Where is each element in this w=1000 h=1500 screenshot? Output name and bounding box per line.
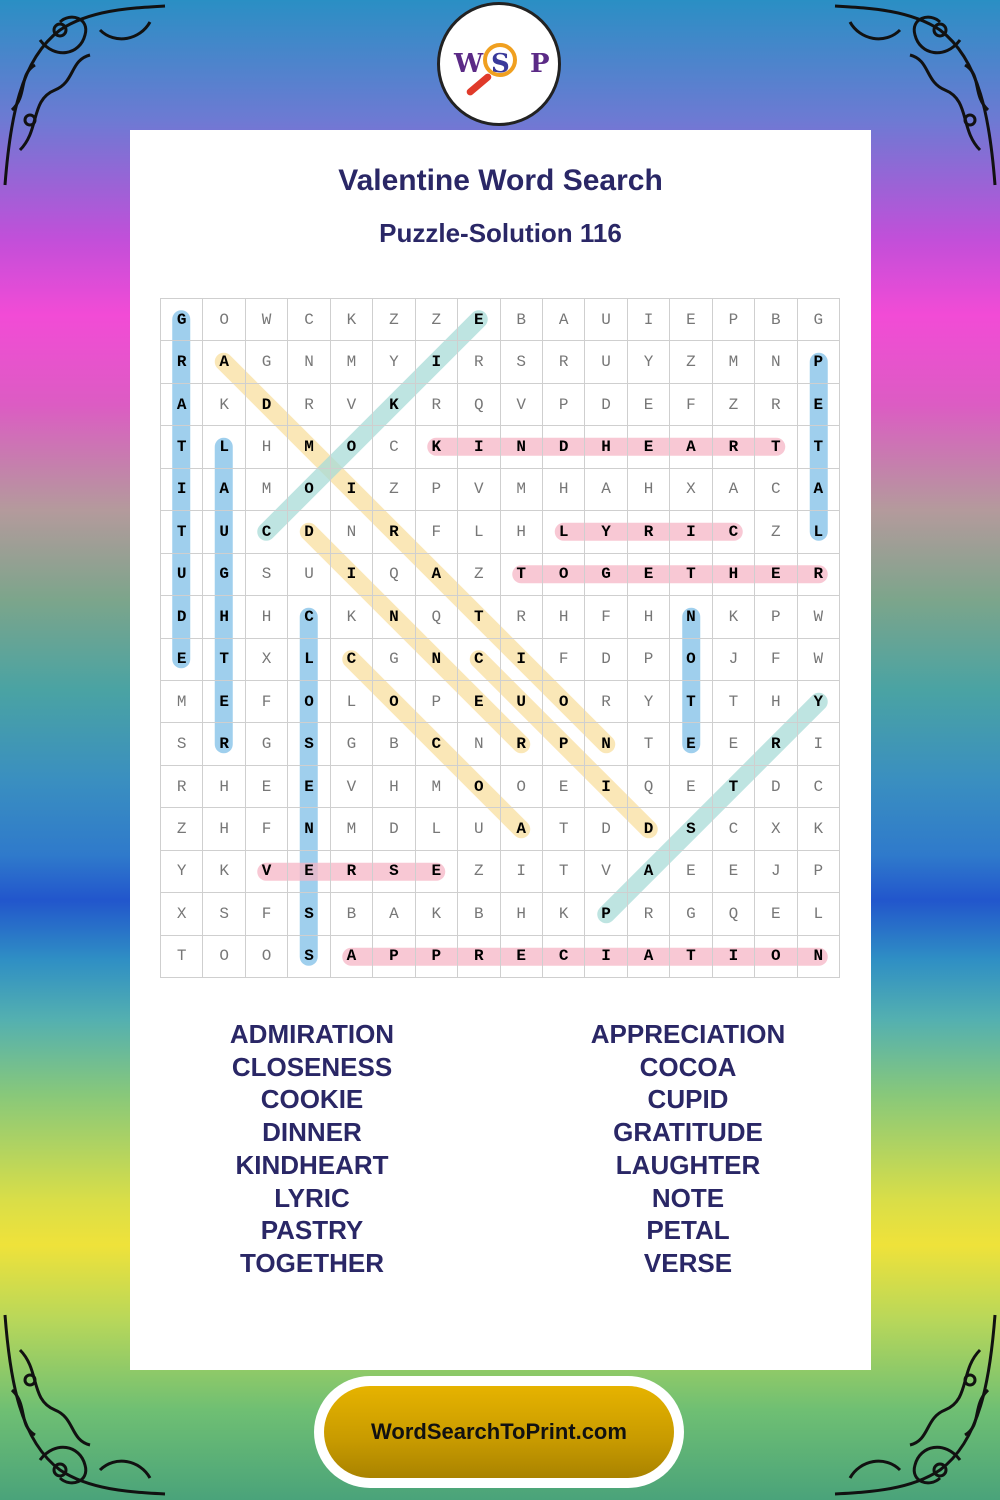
grid-cell[interactable]: R: [798, 554, 840, 596]
grid-cell[interactable]: I: [713, 936, 755, 978]
grid-cell[interactable]: O: [203, 299, 245, 341]
grid-cell[interactable]: E: [161, 639, 203, 681]
grid-cell[interactable]: E: [501, 936, 543, 978]
letter-grid: [160, 298, 840, 978]
page-subtitle: Puzzle-Solution 116: [379, 218, 622, 248]
page-title: Valentine Word Search: [338, 164, 663, 197]
grid-cell[interactable]: V: [246, 851, 288, 893]
grid-cell[interactable]: L: [543, 511, 585, 553]
grid-cell[interactable]: R: [458, 341, 500, 383]
grid-cell[interactable]: T: [501, 554, 543, 596]
logo-letter-p: P: [530, 49, 550, 79]
grid-cell[interactable]: R: [203, 723, 245, 765]
grid-cell[interactable]: S: [373, 851, 415, 893]
grid-cell[interactable]: D: [755, 766, 797, 808]
grid-cell[interactable]: Z: [713, 384, 755, 426]
grid-cell[interactable]: O: [331, 426, 373, 468]
grid-cell[interactable]: E: [798, 384, 840, 426]
grid-cell[interactable]: S: [288, 936, 330, 978]
grid-cell[interactable]: L: [798, 511, 840, 553]
grid-cell[interactable]: H: [755, 681, 797, 723]
grid-cell[interactable]: P: [416, 681, 458, 723]
grid-cell[interactable]: D: [373, 808, 415, 850]
grid-cell[interactable]: A: [628, 851, 670, 893]
grid-cell[interactable]: N: [288, 808, 330, 850]
grid-cell[interactable]: C: [713, 511, 755, 553]
grid-cell[interactable]: E: [670, 299, 712, 341]
grid-cell[interactable]: U: [161, 554, 203, 596]
grid-cell[interactable]: P: [585, 893, 627, 935]
grid-cell[interactable]: G: [331, 723, 373, 765]
word-list-item: DINNER: [262, 1117, 362, 1148]
grid-cell[interactable]: S: [501, 341, 543, 383]
grid-cell[interactable]: H: [543, 596, 585, 638]
grid-cell[interactable]: T: [458, 596, 500, 638]
grid-cell[interactable]: P: [543, 723, 585, 765]
grid-cell[interactable]: H: [203, 808, 245, 850]
grid-cell[interactable]: N: [288, 341, 330, 383]
word-list-item: VERSE: [643, 1247, 733, 1278]
word-list-item: CLOSENESS: [231, 1051, 393, 1082]
grid-cell[interactable]: C: [288, 299, 330, 341]
puzzle-card: [130, 130, 871, 1370]
grid-cell[interactable]: E: [755, 893, 797, 935]
grid-cell[interactable]: Y: [798, 681, 840, 723]
grid-cell[interactable]: G: [161, 299, 203, 341]
word-list-item: LAUGHTER: [615, 1149, 761, 1180]
grid-cell[interactable]: D: [585, 808, 627, 850]
grid-cell[interactable]: I: [585, 766, 627, 808]
grid-cell[interactable]: Z: [373, 299, 415, 341]
grid-cell[interactable]: D: [585, 639, 627, 681]
grid-cell[interactable]: X: [670, 469, 712, 511]
footer-badge: [314, 1376, 684, 1488]
grid-cell[interactable]: R: [713, 426, 755, 468]
grid-cell[interactable]: R: [628, 893, 670, 935]
grid-cell[interactable]: D: [288, 511, 330, 553]
grid-cell[interactable]: R: [458, 936, 500, 978]
grid-cell[interactable]: C: [331, 639, 373, 681]
grid-cell[interactable]: P: [755, 596, 797, 638]
grid-cell[interactable]: P: [416, 469, 458, 511]
grid-cell[interactable]: U: [203, 511, 245, 553]
grid-cell[interactable]: S: [246, 554, 288, 596]
grid-cell[interactable]: A: [713, 469, 755, 511]
grid-cell[interactable]: T: [670, 554, 712, 596]
grid-cell[interactable]: T: [628, 723, 670, 765]
grid-cell[interactable]: A: [373, 893, 415, 935]
word-list-item: KINDHEART: [235, 1149, 389, 1180]
grid-cell[interactable]: M: [713, 341, 755, 383]
grid-cell[interactable]: C: [543, 936, 585, 978]
grid-cell[interactable]: K: [416, 893, 458, 935]
grid-cell[interactable]: H: [585, 426, 627, 468]
grid-cell[interactable]: E: [288, 766, 330, 808]
grid-cell[interactable]: C: [373, 426, 415, 468]
grid-cell[interactable]: C: [288, 596, 330, 638]
grid-cell[interactable]: I: [628, 299, 670, 341]
grid-cell[interactable]: P: [713, 299, 755, 341]
grid-cell[interactable]: R: [331, 851, 373, 893]
grid-cell[interactable]: Y: [585, 511, 627, 553]
grid-cell[interactable]: X: [161, 893, 203, 935]
grid-cell[interactable]: I: [331, 554, 373, 596]
grid-cell[interactable]: E: [670, 766, 712, 808]
grid-cell[interactable]: D: [543, 426, 585, 468]
grid-cell[interactable]: B: [755, 299, 797, 341]
grid-cell[interactable]: L: [798, 893, 840, 935]
grid-cell[interactable]: C: [755, 469, 797, 511]
grid-cell[interactable]: B: [331, 893, 373, 935]
grid-cell[interactable]: A: [161, 384, 203, 426]
grid-cell[interactable]: Q: [713, 893, 755, 935]
grid-cell[interactable]: E: [670, 723, 712, 765]
grid-cell[interactable]: R: [755, 723, 797, 765]
grid-cell[interactable]: C: [458, 639, 500, 681]
grid-cell[interactable]: Z: [416, 299, 458, 341]
word-list-item: GRATITUDE: [613, 1117, 763, 1148]
grid-cell[interactable]: H: [543, 469, 585, 511]
grid-cell[interactable]: H: [203, 596, 245, 638]
grid-cell[interactable]: O: [543, 554, 585, 596]
grid-cell[interactable]: A: [203, 469, 245, 511]
grid-cell[interactable]: O: [288, 469, 330, 511]
grid-cell[interactable]: N: [501, 426, 543, 468]
grid-cell[interactable]: I: [798, 723, 840, 765]
grid-cell[interactable]: O: [288, 681, 330, 723]
grid-cell[interactable]: R: [501, 596, 543, 638]
grid-cell[interactable]: T: [798, 426, 840, 468]
grid-cell[interactable]: E: [416, 851, 458, 893]
grid-cell[interactable]: F: [585, 596, 627, 638]
grid-cell[interactable]: F: [543, 639, 585, 681]
grid-cell[interactable]: I: [331, 469, 373, 511]
grid-cell[interactable]: P: [543, 384, 585, 426]
grid-cell[interactable]: U: [501, 681, 543, 723]
grid-cell[interactable]: K: [798, 808, 840, 850]
grid-cell[interactable]: X: [755, 808, 797, 850]
grid-cell[interactable]: O: [203, 936, 245, 978]
grid-cell[interactable]: A: [416, 554, 458, 596]
grid-cell[interactable]: Z: [458, 851, 500, 893]
word-list-item: TOGETHER: [240, 1247, 384, 1278]
grid-cell[interactable]: N: [585, 723, 627, 765]
grid-cell[interactable]: G: [585, 554, 627, 596]
word-list-left: [127, 1018, 497, 1280]
grid-cell[interactable]: O: [543, 681, 585, 723]
grid-cell[interactable]: M: [288, 426, 330, 468]
grid-cell[interactable]: N: [416, 639, 458, 681]
grid-cell[interactable]: Y: [628, 681, 670, 723]
word-list-item: APPRECIATION: [590, 1019, 786, 1049]
grid-cell[interactable]: E: [713, 723, 755, 765]
word-list-right: [503, 1018, 873, 1280]
grid-cell[interactable]: T: [670, 936, 712, 978]
grid-cell[interactable]: D: [161, 596, 203, 638]
grid-cell[interactable]: R: [373, 511, 415, 553]
grid-cell[interactable]: U: [288, 554, 330, 596]
grid-cell[interactable]: Y: [161, 851, 203, 893]
grid-cell[interactable]: H: [246, 426, 288, 468]
grid-cell[interactable]: C: [798, 766, 840, 808]
grid-cell[interactable]: N: [798, 936, 840, 978]
grid-cell[interactable]: Q: [628, 766, 670, 808]
grid-cell[interactable]: G: [246, 341, 288, 383]
grid-cell[interactable]: E: [246, 766, 288, 808]
grid-cell[interactable]: E: [543, 766, 585, 808]
grid-cell[interactable]: I: [501, 639, 543, 681]
grid-cell[interactable]: X: [246, 639, 288, 681]
grid-cell[interactable]: P: [373, 936, 415, 978]
grid-cell[interactable]: E: [203, 681, 245, 723]
grid-cell[interactable]: T: [670, 681, 712, 723]
grid-cell[interactable]: J: [755, 851, 797, 893]
word-list-item: COOKIE: [260, 1084, 364, 1115]
grid-cell[interactable]: M: [331, 341, 373, 383]
grid-cell[interactable]: D: [628, 808, 670, 850]
grid-cell[interactable]: N: [373, 596, 415, 638]
grid-cell[interactable]: A: [585, 469, 627, 511]
grid-cell[interactable]: T: [713, 681, 755, 723]
grid-cell[interactable]: E: [628, 426, 670, 468]
grid-cell[interactable]: N: [331, 511, 373, 553]
grid-cell[interactable]: W: [798, 596, 840, 638]
grid-cell[interactable]: V: [458, 469, 500, 511]
grid-cell[interactable]: I: [585, 936, 627, 978]
grid-cell[interactable]: E: [288, 851, 330, 893]
site-link[interactable]: WordSearchToPrint.com: [324, 1386, 674, 1478]
grid-cell[interactable]: W: [246, 299, 288, 341]
grid-cell[interactable]: P: [416, 936, 458, 978]
grid-cell[interactable]: E: [628, 554, 670, 596]
grid-cell[interactable]: F: [246, 681, 288, 723]
grid-cell[interactable]: A: [628, 936, 670, 978]
grid-cell[interactable]: O: [246, 936, 288, 978]
grid-cell[interactable]: A: [798, 469, 840, 511]
grid-cell[interactable]: Q: [416, 596, 458, 638]
grid-cell[interactable]: M: [246, 469, 288, 511]
grid-cell[interactable]: S: [288, 723, 330, 765]
grid-cell[interactable]: P: [798, 341, 840, 383]
grid-cell[interactable]: Y: [373, 341, 415, 383]
grid-cell[interactable]: F: [246, 893, 288, 935]
grid-cell[interactable]: E: [755, 554, 797, 596]
grid-cell[interactable]: L: [458, 511, 500, 553]
grid-cell[interactable]: C: [246, 511, 288, 553]
grid-cell[interactable]: N: [670, 596, 712, 638]
grid-cell[interactable]: R: [501, 723, 543, 765]
grid-cell[interactable]: Z: [458, 554, 500, 596]
grid-cell[interactable]: H: [628, 469, 670, 511]
grid-cell[interactable]: G: [798, 299, 840, 341]
grid-cell[interactable]: O: [755, 936, 797, 978]
grid-cell[interactable]: L: [203, 426, 245, 468]
grid-cell[interactable]: G: [670, 893, 712, 935]
grid-cell[interactable]: I: [501, 851, 543, 893]
grid-cell[interactable]: T: [755, 426, 797, 468]
grid-cell[interactable]: T: [161, 936, 203, 978]
grid-cell[interactable]: V: [331, 766, 373, 808]
grid-cell[interactable]: M: [331, 808, 373, 850]
grid-cell[interactable]: P: [628, 639, 670, 681]
grid-cell[interactable]: R: [543, 341, 585, 383]
grid-cell[interactable]: E: [458, 299, 500, 341]
grid-cell[interactable]: T: [161, 511, 203, 553]
grid-cell[interactable]: A: [501, 808, 543, 850]
grid-cell[interactable]: R: [585, 681, 627, 723]
grid-cell[interactable]: U: [585, 299, 627, 341]
grid-cell[interactable]: Z: [755, 511, 797, 553]
grid-cell[interactable]: L: [331, 681, 373, 723]
word-list-item: PASTRY: [260, 1215, 364, 1246]
grid-cell[interactable]: R: [161, 341, 203, 383]
grid-cell[interactable]: B: [373, 723, 415, 765]
grid-cell[interactable]: H: [246, 596, 288, 638]
grid-cell[interactable]: G: [203, 554, 245, 596]
grid-cell[interactable]: Q: [373, 554, 415, 596]
grid-cell[interactable]: I: [458, 426, 500, 468]
grid-cell[interactable]: S: [203, 893, 245, 935]
grid-cell[interactable]: K: [331, 596, 373, 638]
grid-cell[interactable]: A: [670, 426, 712, 468]
grid-cell[interactable]: L: [288, 639, 330, 681]
grid-cell[interactable]: B: [501, 299, 543, 341]
grid-cell[interactable]: T: [543, 808, 585, 850]
grid-cell[interactable]: T: [543, 851, 585, 893]
grid-cell[interactable]: W: [798, 639, 840, 681]
grid-cell[interactable]: K: [203, 851, 245, 893]
grid-cell[interactable]: R: [416, 384, 458, 426]
grid-cell[interactable]: P: [798, 851, 840, 893]
grid-cell[interactable]: R: [161, 766, 203, 808]
grid-cell[interactable]: R: [288, 384, 330, 426]
grid-cell[interactable]: S: [670, 808, 712, 850]
grid-cell[interactable]: T: [203, 639, 245, 681]
grid-cell[interactable]: K: [416, 426, 458, 468]
grid-cell[interactable]: V: [501, 384, 543, 426]
word-search-grid: [160, 298, 840, 978]
grid-cell[interactable]: A: [543, 299, 585, 341]
grid-cell[interactable]: N: [458, 723, 500, 765]
grid-cell[interactable]: U: [585, 341, 627, 383]
grid-cell[interactable]: A: [203, 341, 245, 383]
grid-cell[interactable]: Y: [628, 341, 670, 383]
grid-cell[interactable]: F: [246, 808, 288, 850]
grid-cell[interactable]: K: [203, 384, 245, 426]
grid-cell[interactable]: F: [670, 384, 712, 426]
grid-cell[interactable]: O: [501, 766, 543, 808]
word-list-item: ADMIRATION: [229, 1019, 395, 1049]
grid-cell[interactable]: M: [501, 469, 543, 511]
grid-cell[interactable]: C: [713, 808, 755, 850]
grid-cell[interactable]: O: [458, 766, 500, 808]
grid-cell[interactable]: C: [416, 723, 458, 765]
grid-cell[interactable]: M: [416, 766, 458, 808]
grid-cell[interactable]: E: [713, 851, 755, 893]
word-list-item: COCOA: [639, 1051, 737, 1082]
grid-cell[interactable]: E: [628, 384, 670, 426]
grid-cell[interactable]: G: [246, 723, 288, 765]
grid-cell[interactable]: I: [670, 511, 712, 553]
grid-cell[interactable]: V: [585, 851, 627, 893]
grid-cell[interactable]: Z: [670, 341, 712, 383]
grid-cell[interactable]: M: [161, 681, 203, 723]
grid-cell[interactable]: S: [288, 893, 330, 935]
grid-cell[interactable]: K: [713, 596, 755, 638]
word-list-item: PETAL: [646, 1215, 730, 1246]
grid-cell[interactable]: H: [713, 554, 755, 596]
grid-cell[interactable]: H: [501, 893, 543, 935]
logo-letter-w: W: [454, 49, 484, 79]
grid-cell[interactable]: K: [543, 893, 585, 935]
grid-cell[interactable]: H: [628, 596, 670, 638]
grid-cell[interactable]: B: [458, 893, 500, 935]
grid-cell[interactable]: G: [373, 639, 415, 681]
grid-cell[interactable]: D: [246, 384, 288, 426]
grid-cell[interactable]: O: [373, 681, 415, 723]
grid-cell[interactable]: K: [331, 299, 373, 341]
grid-cell[interactable]: R: [628, 511, 670, 553]
grid-cell[interactable]: N: [755, 341, 797, 383]
grid-cell[interactable]: I: [416, 341, 458, 383]
grid-cell[interactable]: Z: [161, 808, 203, 850]
wsp-logo[interactable]: [437, 2, 561, 126]
grid-cell[interactable]: Z: [373, 469, 415, 511]
word-list-item: CUPID: [647, 1084, 729, 1115]
grid-cell[interactable]: U: [458, 808, 500, 850]
grid-cell[interactable]: H: [501, 511, 543, 553]
grid-cell[interactable]: V: [331, 384, 373, 426]
grid-cell[interactable]: K: [373, 384, 415, 426]
grid-cell[interactable]: Q: [458, 384, 500, 426]
grid-cell[interactable]: I: [161, 469, 203, 511]
grid-cell[interactable]: E: [670, 851, 712, 893]
grid-cell[interactable]: F: [416, 511, 458, 553]
logo-letter-s: S: [491, 49, 510, 79]
grid-cell[interactable]: H: [203, 766, 245, 808]
grid-cell[interactable]: T: [161, 426, 203, 468]
grid-cell[interactable]: J: [713, 639, 755, 681]
grid-cell[interactable]: F: [755, 639, 797, 681]
grid-cell[interactable]: A: [331, 936, 373, 978]
word-list-item: LYRIC: [274, 1182, 350, 1213]
grid-cell[interactable]: S: [161, 723, 203, 765]
grid-cell[interactable]: D: [585, 384, 627, 426]
grid-cell[interactable]: L: [416, 808, 458, 850]
grid-cell[interactable]: R: [755, 384, 797, 426]
grid-cell[interactable]: T: [713, 766, 755, 808]
word-list-item: NOTE: [651, 1182, 725, 1213]
grid-cell[interactable]: E: [458, 681, 500, 723]
grid-cell[interactable]: H: [373, 766, 415, 808]
grid-cell[interactable]: O: [670, 639, 712, 681]
